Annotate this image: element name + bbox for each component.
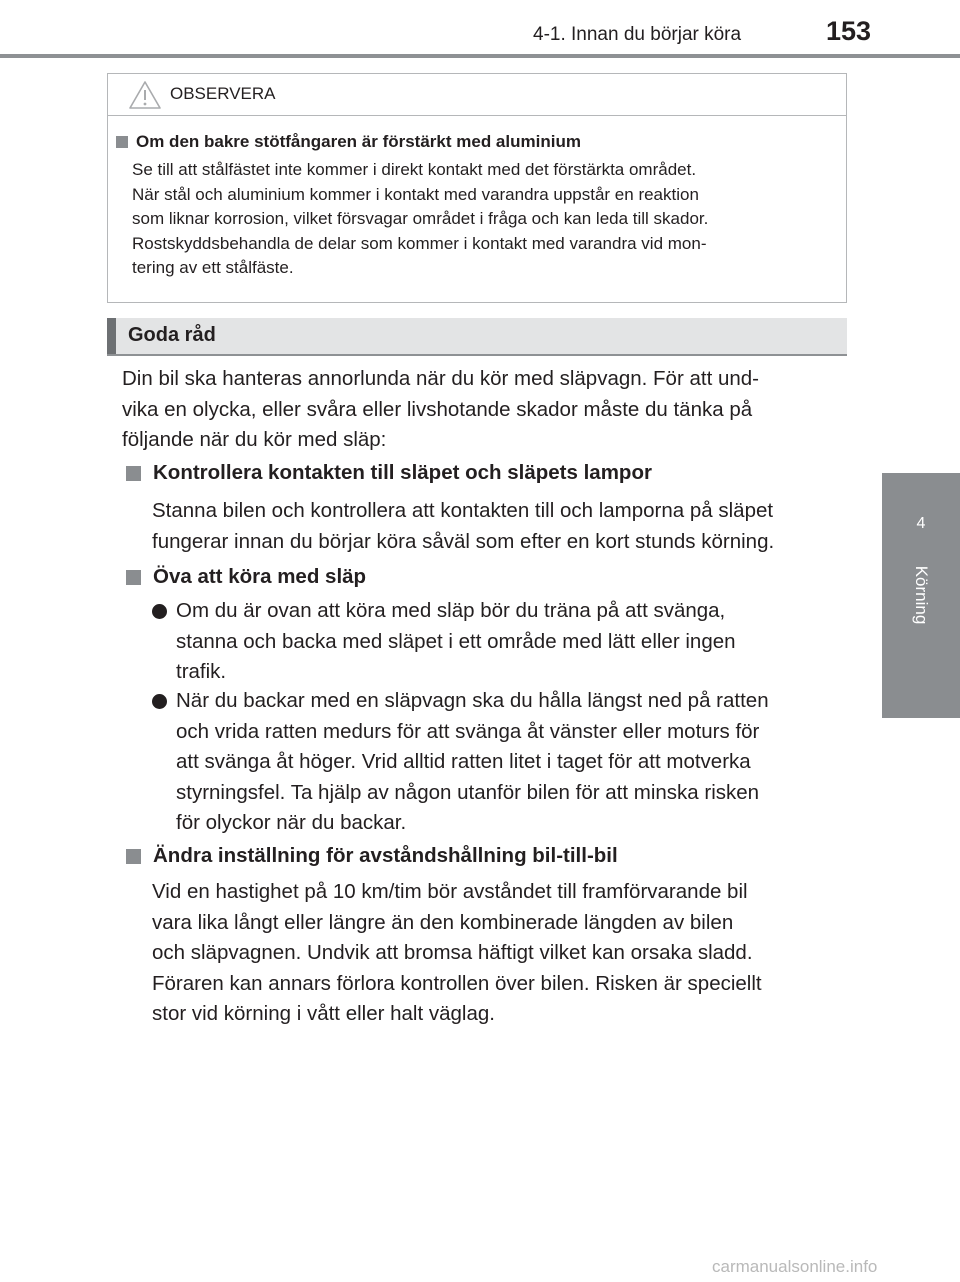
bullet-line: styrningsfel. Ta hjälp av någon utanför bilen för att minska risken [176,780,760,804]
watermark: carmanualsonline.info [712,1257,878,1276]
paragraph-line: Vid en hastighet på 10 km/tim bör avståndet till framförvarande bil [152,880,748,903]
square-bullet-icon [126,849,141,864]
subheading-connector [126,461,652,485]
chapter-side-tab [882,473,960,718]
caution-text [132,158,832,281]
intro-line: Din bil ska hanteras annorlunda när du kör med släpvagn. För att und- [122,367,760,390]
subheading-text: Kontrollera kontakten till släpet och släpets lampor [153,461,652,484]
round-bullet-icon [152,694,167,709]
subheading-practice [126,565,366,589]
intro-paragraph [122,364,840,456]
paragraph-line: och släpvagnen. Undvik att bromsa häftigt vilket kan orsaka sladd. [152,941,753,964]
connector-paragraph [152,496,840,557]
bullet-line: Om du är ovan att köra med släp bör du träna på att svänga, [176,599,726,622]
page-number: 153 [826,16,872,46]
subheading-text: Öva att köra med släp [153,565,367,588]
section-title: Goda råd [128,324,216,346]
bullet-line: att svänga åt höger. Vrid alltid ratten litet i taget för att motverka [176,750,751,773]
caution-title: OBSERVERA [170,84,276,103]
warning-triangle-icon [128,80,162,110]
bullet-text [176,686,840,839]
chapter-number: 4 [916,515,926,532]
caution-line: Rostskyddsbehandla de delar som kommer i kontakt med varandra vid mon- [132,233,707,253]
subheading-distance [126,844,618,868]
bullet-line: och vrida ratten medurs för att svänga åt vänster eller moturs för [176,719,760,743]
paragraph-line: stor vid körning i vått eller halt väglag. [152,1002,495,1025]
round-bullet-icon [152,604,167,619]
bullet-line: stanna och backa med släpet i ett område med lätt eller ingen [176,629,736,653]
caution-line: tering av ett stålfäste. [132,258,294,277]
caution-header [108,74,846,116]
intro-line: följande när du kör med släp: [122,428,387,451]
caution-line: När stål och aluminium kommer i kontakt med varandra uppstår en reaktion [132,184,699,204]
square-bullet-icon [126,466,141,481]
paragraph-line: fungerar innan du börjar köra såväl som efter en kort stunds körning. [152,529,775,553]
square-bullet-icon [116,136,128,148]
distance-paragraph [152,877,840,1030]
bullet-line: När du backar med en släpvagn ska du hålla längst ned på ratten [176,689,769,712]
chapter-label: Körning [912,565,931,625]
paragraph-line: vara lika långt eller längre än den kombinerade längden av bilen [152,910,734,934]
square-bullet-icon [126,570,141,585]
intro-line: vika en olycka, eller svåra eller livshotande skador måste du tänka på [122,397,753,421]
bullet-line: för olyckor när du backar. [176,811,407,834]
header-rule [0,54,960,58]
paragraph-line: Föraren kan annars förlora kontrollen över bilen. Risken är speciellt [152,971,762,995]
caution-line: Se till att stålfästet inte kommer i direkt kontakt med det förstärkta området. [132,160,697,179]
subheading-text: Ändra inställning för avståndshållning bil-till-bil [153,844,618,867]
caution-line: som liknar korrosion, vilket försvagar området i fråga och kan leda till skador. [132,209,709,228]
caution-subheading [116,132,581,152]
bullet-text [176,596,840,688]
section-heading-bar [107,318,847,354]
paragraph-line: Stanna bilen och kontrollera att kontakten till och lamporna på släpet [152,499,774,522]
bullet-line: trafik. [176,660,227,683]
caution-subheading-text: Om den bakre stötfångaren är förstärkt med aluminium [136,132,581,151]
running-header-section: 4-1. Innan du börjar köra [533,24,742,45]
caution-box [107,73,847,303]
